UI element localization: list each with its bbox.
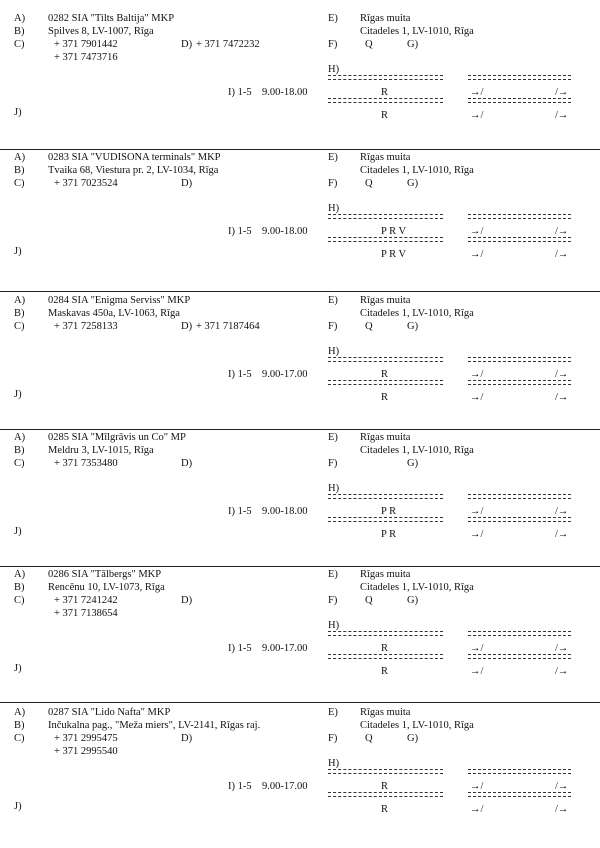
section-divider — [0, 702, 600, 703]
hours-label: I) 1-5 — [228, 643, 252, 654]
hours-time: 9.00-17.00 — [262, 781, 308, 792]
fax: + 371 7187464 — [196, 321, 260, 332]
customs-address: Citadeles 1, LV-1010, Rīga — [360, 26, 474, 37]
arrow-in-1: →/ — [470, 643, 484, 654]
label-f: F) — [328, 595, 338, 606]
label-g: G) — [407, 178, 419, 189]
entry-address: Meldru 3, LV-1015, Rīga — [48, 445, 154, 456]
fax: + 371 7472232 — [196, 39, 260, 50]
label-j: J) — [14, 801, 22, 812]
dashed-double-rule — [328, 631, 443, 636]
entry-name: 0287 SIA "Lido Nafta" MKP — [48, 707, 171, 718]
dashed-double-rule — [468, 494, 571, 499]
label-d: D) — [181, 178, 193, 189]
hours-label: I) 1-5 — [228, 87, 252, 98]
dashed-double-rule — [468, 769, 571, 774]
customs-entry — [0, 296, 600, 436]
label-j: J) — [14, 246, 22, 257]
phone-1: + 371 2995475 — [54, 733, 118, 744]
entry-name: 0283 SIA "VUDISONA terminals" MKP — [48, 152, 221, 163]
f-code: Q — [365, 733, 373, 744]
dashed-double-rule — [328, 98, 443, 103]
codes-row-2: R — [381, 392, 389, 403]
label-f: F) — [328, 733, 338, 744]
phone-2: + 371 2995540 — [54, 746, 118, 757]
label-c: C) — [14, 39, 25, 50]
label-b: B) — [14, 308, 25, 319]
customs-entry — [0, 153, 600, 293]
label-c: C) — [14, 458, 25, 469]
arrow-out-2: /→ — [555, 110, 569, 121]
label-j: J) — [14, 107, 22, 118]
label-f: F) — [328, 178, 338, 189]
label-e: E) — [328, 707, 338, 718]
entry-address: Inčukalna pag., "Meža miers", LV-2141, Rīgas raj. — [48, 720, 261, 731]
customs-address: Citadeles 1, LV-1010, Rīga — [360, 308, 474, 319]
entry-address: Rencēnu 10, LV-1073, Rīga — [48, 582, 165, 593]
codes-row-1: R — [381, 781, 389, 792]
label-d: D) — [181, 595, 193, 606]
phone-1: + 371 7258133 — [54, 321, 118, 332]
arrow-in-1: →/ — [470, 87, 484, 98]
label-h: H) — [328, 203, 340, 214]
arrow-in-1: →/ — [470, 781, 484, 792]
arrow-in-2: →/ — [470, 529, 484, 540]
phone-1: + 371 7241242 — [54, 595, 118, 606]
dashed-double-rule — [468, 380, 571, 385]
dashed-double-rule — [328, 380, 443, 385]
customs-name: Rīgas muita — [360, 432, 411, 443]
codes-row-1: R — [381, 369, 389, 380]
label-b: B) — [14, 26, 25, 37]
arrow-in-1: →/ — [470, 226, 484, 237]
f-code: Q — [365, 595, 373, 606]
hours-time: 9.00-18.00 — [262, 87, 308, 98]
arrow-out-2: /→ — [555, 249, 569, 260]
dashed-double-rule — [468, 631, 571, 636]
customs-name: Rīgas muita — [360, 152, 411, 163]
label-j: J) — [14, 526, 22, 537]
label-a: A) — [14, 152, 26, 163]
dashed-double-rule — [468, 214, 571, 219]
arrow-out-2: /→ — [555, 666, 569, 677]
phone-1: + 371 7901442 — [54, 39, 118, 50]
label-h: H) — [328, 346, 340, 357]
codes-row-1: P R V — [381, 226, 407, 237]
hours-label: I) 1-5 — [228, 226, 252, 237]
arrow-out-2: /→ — [555, 392, 569, 403]
customs-name: Rīgas muita — [360, 707, 411, 718]
customs-address: Citadeles 1, LV-1010, Rīga — [360, 445, 474, 456]
label-e: E) — [328, 152, 338, 163]
customs-address: Citadeles 1, LV-1010, Rīga — [360, 720, 474, 731]
dashed-double-rule — [328, 654, 443, 659]
label-d: D) — [181, 39, 193, 50]
entry-name: 0284 SIA "Enigma Serviss" MKP — [48, 295, 191, 306]
label-a: A) — [14, 569, 26, 580]
customs-address: Citadeles 1, LV-1010, Rīga — [360, 165, 474, 176]
customs-name: Rīgas muita — [360, 569, 411, 580]
label-e: E) — [328, 432, 338, 443]
section-divider — [0, 429, 600, 430]
codes-row-2: R — [381, 666, 389, 677]
customs-name: Rīgas muita — [360, 295, 411, 306]
f-code: Q — [365, 39, 373, 50]
dashed-double-rule — [468, 98, 571, 103]
dashed-double-rule — [468, 792, 571, 797]
codes-row-1: R — [381, 643, 389, 654]
label-b: B) — [14, 165, 25, 176]
customs-entry — [0, 14, 600, 154]
phone-1: + 371 7353480 — [54, 458, 118, 469]
label-a: A) — [14, 295, 26, 306]
label-b: B) — [14, 720, 25, 731]
label-e: E) — [328, 13, 338, 24]
hours-label: I) 1-5 — [228, 369, 252, 380]
label-d: D) — [181, 321, 193, 332]
label-g: G) — [407, 458, 419, 469]
dashed-double-rule — [328, 214, 443, 219]
customs-entry — [0, 708, 600, 848]
arrow-in-2: →/ — [470, 110, 484, 121]
label-a: A) — [14, 707, 26, 718]
hours-time: 9.00-17.00 — [262, 643, 308, 654]
f-code: Q — [365, 321, 373, 332]
codes-row-2: R — [381, 804, 389, 815]
label-c: C) — [14, 595, 25, 606]
label-g: G) — [407, 733, 419, 744]
dashed-double-rule — [468, 517, 571, 522]
f-code: Q — [365, 178, 373, 189]
codes-row-2: P R V — [381, 249, 407, 260]
phone-1: + 371 7023524 — [54, 178, 118, 189]
arrow-out-1: /→ — [555, 226, 569, 237]
label-g: G) — [407, 595, 419, 606]
section-divider — [0, 291, 600, 292]
label-j: J) — [14, 389, 22, 400]
entry-address: Tvaika 68, Viestura pr. 2, LV-1034, Rīga — [48, 165, 219, 176]
arrow-out-1: /→ — [555, 643, 569, 654]
hours-label: I) 1-5 — [228, 506, 252, 517]
dashed-double-rule — [328, 792, 443, 797]
label-e: E) — [328, 295, 338, 306]
label-d: D) — [181, 458, 193, 469]
arrow-in-2: →/ — [470, 804, 484, 815]
label-a: A) — [14, 13, 26, 24]
dashed-double-rule — [328, 494, 443, 499]
label-c: C) — [14, 321, 25, 332]
hours-time: 9.00-18.00 — [262, 226, 308, 237]
arrow-out-2: /→ — [555, 804, 569, 815]
dashed-double-rule — [328, 75, 443, 80]
arrow-out-1: /→ — [555, 87, 569, 98]
customs-entry — [0, 570, 600, 710]
arrow-in-1: →/ — [470, 506, 484, 517]
phone-2: + 371 7473716 — [54, 52, 118, 63]
label-c: C) — [14, 733, 25, 744]
arrow-in-2: →/ — [470, 249, 484, 260]
customs-name: Rīgas muita — [360, 13, 411, 24]
arrow-out-1: /→ — [555, 369, 569, 380]
label-h: H) — [328, 758, 340, 769]
label-h: H) — [328, 620, 340, 631]
dashed-double-rule — [328, 357, 443, 362]
label-j: J) — [14, 663, 22, 674]
dashed-double-rule — [328, 517, 443, 522]
hours-label: I) 1-5 — [228, 781, 252, 792]
codes-row-2: R — [381, 110, 389, 121]
arrow-out-2: /→ — [555, 529, 569, 540]
arrow-out-1: /→ — [555, 506, 569, 517]
entry-address: Spilves 8, LV-1007, Rīga — [48, 26, 154, 37]
customs-address: Citadeles 1, LV-1010, Rīga — [360, 582, 474, 593]
arrow-out-1: /→ — [555, 781, 569, 792]
dashed-double-rule — [328, 237, 443, 242]
label-c: C) — [14, 178, 25, 189]
label-f: F) — [328, 321, 338, 332]
label-h: H) — [328, 483, 340, 494]
codes-row-2: P R — [381, 529, 397, 540]
phone-2: + 371 7138654 — [54, 608, 118, 619]
hours-time: 9.00-17.00 — [262, 369, 308, 380]
codes-row-1: P R — [381, 506, 397, 517]
dashed-double-rule — [468, 75, 571, 80]
dashed-double-rule — [468, 357, 571, 362]
dashed-double-rule — [468, 237, 571, 242]
arrow-in-2: →/ — [470, 392, 484, 403]
hours-time: 9.00-18.00 — [262, 506, 308, 517]
label-a: A) — [14, 432, 26, 443]
label-h: H) — [328, 64, 340, 75]
label-f: F) — [328, 458, 338, 469]
entry-name: 0285 SIA "Mīlgrāvis un Co" MP — [48, 432, 186, 443]
label-f: F) — [328, 39, 338, 50]
customs-entry — [0, 433, 600, 573]
label-b: B) — [14, 582, 25, 593]
arrow-in-2: →/ — [470, 666, 484, 677]
dashed-double-rule — [468, 654, 571, 659]
entry-name: 0282 SIA "Tilts Baltija" MKP — [48, 13, 175, 24]
label-d: D) — [181, 733, 193, 744]
arrow-in-1: →/ — [470, 369, 484, 380]
label-g: G) — [407, 321, 419, 332]
codes-row-1: R — [381, 87, 389, 98]
label-g: G) — [407, 39, 419, 50]
section-divider — [0, 566, 600, 567]
entry-address: Maskavas 450a, LV-1063, Rīga — [48, 308, 180, 319]
section-divider — [0, 149, 600, 150]
label-e: E) — [328, 569, 338, 580]
label-b: B) — [14, 445, 25, 456]
entry-name: 0286 SIA "Tālbergs" MKP — [48, 569, 162, 580]
dashed-double-rule — [328, 769, 443, 774]
